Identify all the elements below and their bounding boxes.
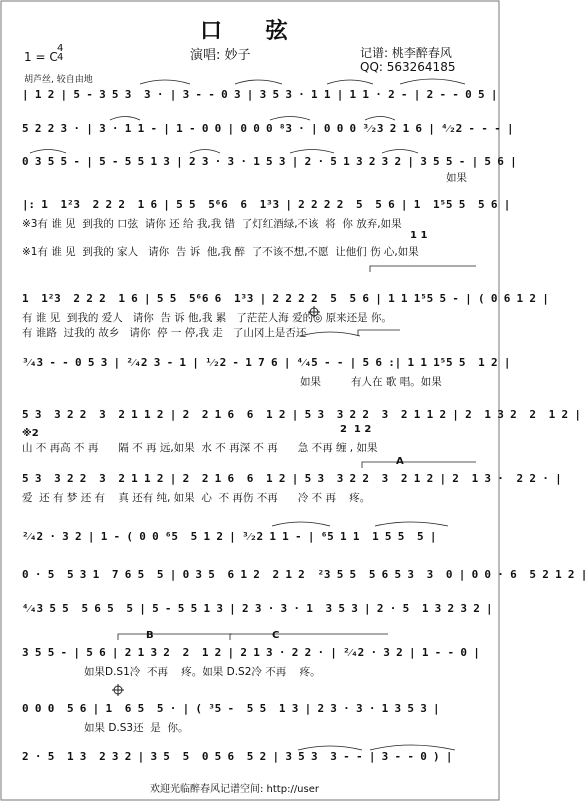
lyric-line-6: 如果 有人在 歌 唱。如果 — [300, 376, 442, 388]
score-line-9: ²⁄₄2 · 3 2 | 1 - ( 0 0 ⁶5 5 1 2 | ³⁄₂2 1 1 - | ⁶5 1 1 1 5 5 5 | — [22, 530, 437, 543]
time-signature — [57, 44, 63, 62]
score-line-14: 2 · 5 1 3 2 3 2 | 3 5 5 0 5 6 5 2 | 3 5 3 3 - - | 3 - - 0 ) | — [22, 750, 453, 763]
score-line-11: ⁴⁄₄3 5 5 5 6 5 5 | 5 - 5 5 1 3 | 2 3 · 3 · 1 3 5 3 | 2 · 5 1 3 2 3 2 | — [22, 602, 493, 615]
slur — [270, 117, 310, 121]
slur — [382, 150, 418, 154]
transcriber-credit: 记谱: 桃李醉春风 — [360, 46, 452, 60]
slur — [140, 80, 190, 84]
slur — [375, 522, 448, 526]
score-line-2: 5 2 2 3 · | 3 · 1 1 - | 1 - 0 0 | 0 0 0 ⁸3 · | 0 0 0 ³⁄₂3 2 1 6 | ⁴⁄₂2 - - - | — [22, 122, 514, 135]
score-line-3: 0 3 5 5 - | 5 - 5 5 1 3 | 2 3 · 3 · 1 5 3 | 2 · 5 1 3 2 3 2 | 3 5 5 - | 5 6 | — [22, 155, 517, 168]
score-line-5: 1 1²3 2 2 2 1 6 | 5 5 5⁶6 6 1³3 | 2 2 2 2 5 5 6 | 1 1 1⁵5 5 - | ( 0 6 1 2 | — [22, 292, 549, 305]
score-line-12: 3 5 5 - | 5 6 | 2 1 3 2 2 1 2 | 2 1 3 · 2 2 · | ²⁄₄2 · 3 2 | 1 - - 0 | — [22, 646, 480, 659]
lyric-line-5b: 有 谁路 过我的 故乡 请你 停 一 停,我 走 了山冈上是否还 — [22, 327, 307, 339]
volta-C — [230, 634, 388, 640]
lyric-line-4b: ※1有 谁 见 到我的 家人 请你 告 诉 他,我 醉 了不该不想,不愿 让他们 伤 心,如果 — [22, 246, 419, 258]
lyric-line-13: 如果 D.S3还 是 你。 — [84, 722, 189, 734]
repeat-number-mark: 2 1 2 — [340, 424, 372, 435]
lyric-line-4a: ※3有 谁 见 到我的 口弦 请你 还 给 我,我 错 了灯红酒绿,不该 将 你 放弃,如果 — [22, 218, 402, 230]
lyric-line-12: 如果D.S1冷 不再 疼。如果 D.S2冷 不再 疼。 — [84, 666, 321, 678]
score-line-10: 0 · 5 5 3 1 7 6 5 5 | 0 3 5 6 1 2 2 1 2 ²3 5 5 5 6 5 3 3 0 | 0 0 · 6 5 2 1 2 | — [22, 568, 587, 581]
instrument-note: 胡芦丝, 较自由地 — [24, 75, 93, 85]
time-top: 4 — [57, 43, 64, 54]
volta-A — [362, 462, 476, 468]
section-c-mark: C — [272, 630, 280, 641]
score-line-13: 0 0 0 5 6 | 1 6 5 5 · | ( ³5 - 5 5 1 3 | 2 3 · 3 · 1 3 5 3 | — [22, 702, 440, 715]
slur — [110, 117, 140, 121]
volta-2 — [370, 266, 476, 272]
lyric-line-7: 山 不 再高 不 再 隔 不 再 远,如果 水 不 再深 不 再 急 不再 缠 , 如果 — [22, 442, 378, 454]
page-border — [1, 1, 587, 800]
slur — [272, 522, 330, 526]
score-line-8: 5 3 3 2 2 3 2 1 1 2 | 2 2 1 6 6 1 2 | 5 3 3 2 2 3 2 1 2 | 2 1 3 · 2 2 · | — [22, 472, 562, 485]
section-a-mark: A — [396, 456, 404, 467]
slur — [327, 80, 373, 84]
lyric-line-5a: 有 谁 见 到我的 爱人 请你 告 诉 他,我 累 了茫茫人海 爱的◎ 原来还是 你。 — [22, 312, 392, 324]
site-footer: 欢迎光临醉春风记谱空间: http://user — [150, 784, 319, 795]
volta-B — [118, 634, 232, 640]
slur — [290, 150, 334, 154]
section-b-mark: B — [146, 630, 154, 641]
key-signature: 1 = C — [24, 50, 58, 64]
score-line-4: |: 1 1²3 2 2 2 1 6 | 5 5 5⁶6 6 1³3 | 2 2 2 2 5 5 6 | 1 1⁵5 5 5 6 | — [22, 198, 511, 211]
slur — [190, 150, 220, 154]
slur — [365, 117, 395, 121]
slur — [235, 80, 282, 84]
song-title: 口 弦 — [200, 19, 306, 44]
qq-number: QQ: 563264185 — [360, 60, 456, 74]
slur — [30, 150, 66, 154]
score-line-1: | 1 2 | 5 - 3 5 3 3 · | 3 - - 0 3 | 3 5 3 · 1 1 | 1 1 · 2 - | 2 - - 0 5 | — [22, 88, 498, 101]
lyric-line-8: 爱 还 有 梦 还 有 真 还有 纯, 如果 心 不 再伤 不再 冷 不 再 疼。 — [22, 492, 371, 504]
slur — [400, 79, 465, 84]
time-bottom: 4 — [57, 52, 64, 63]
segno-2-mark: ※2 — [22, 428, 39, 439]
singer-credit: 演唱: 妙子 — [190, 48, 251, 63]
repeat-mark: 1 1 — [410, 230, 428, 241]
lyric-line-3: 如果 — [446, 172, 467, 184]
score-line-7: 5 3 3 2 2 3 2 1 1 2 | 2 2 1 6 6 1 2 | 5 3 3 2 2 3 2 1 1 2 | 2 1 3 2 2 1 2 | — [22, 408, 581, 421]
score-line-6: ³⁄₄3 - - 0 5 3 | ²⁄₄2 3 - 1 | ¹⁄₂2 - 1 7 6 | ⁴⁄₄5 - - | 5 6 :| 1 1 1⁵5 5 1 2 | — [22, 356, 511, 369]
